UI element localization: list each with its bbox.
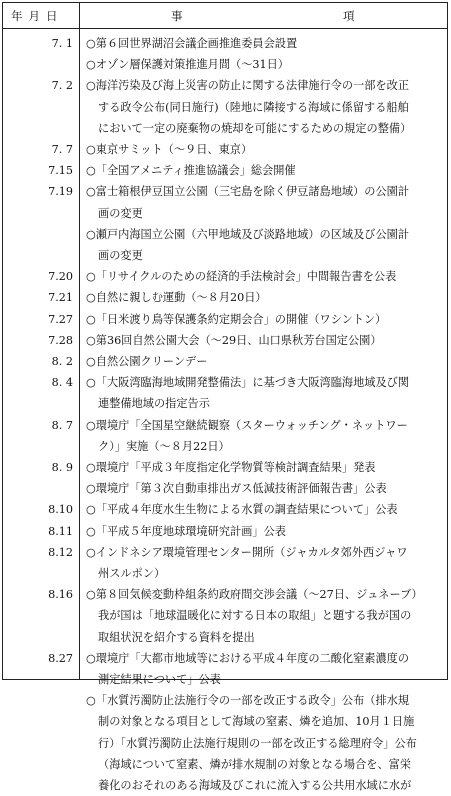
- row-event: [86, 33, 444, 75]
- event-line: ○「大阪湾臨海地域開発整備法」に基づき大阪湾臨海地域及び関: [86, 376, 410, 390]
- event-table: [2, 2, 448, 793]
- event-line: ○自然に親しむ運動（～８月20日）: [86, 291, 267, 305]
- row-date: 7. 1: [51, 37, 73, 50]
- event-line: ○「平成４年度水生生物による水質の調査結果について」公表: [86, 503, 398, 517]
- row-date: 7. 7: [51, 143, 73, 156]
- row-event: [86, 372, 444, 414]
- event-line: ○第36回自然公園大会（～29日、山口県秋芳台国定公園）: [86, 333, 382, 347]
- row-date: 8.10: [48, 503, 73, 517]
- event-line: （海域について窒素、燐が排水規制の対象となる場合を、富栄: [98, 757, 412, 771]
- event-line: ○東京サミット（～９日、東京）: [86, 143, 253, 156]
- event-line: 制の対象となる項目として海域の窒素、燐を追加、10月１日施: [98, 715, 415, 729]
- row-date: 8. 4: [51, 376, 73, 390]
- row-event: [86, 330, 444, 351]
- event-line: ○インドネシア環境管理センター開所（ジャカルタ郊外西ジャワ: [86, 545, 408, 559]
- event-line: ○環境庁「第３次自動車排出ガス低減技術評価報告書」公表: [86, 482, 387, 496]
- row-event: [86, 139, 444, 160]
- event-line: ○「リサイクルのための経済的手法検討会」中間報告書を公表: [86, 270, 397, 284]
- event-line: 行）「水質汚濁防止法施行規則の一部を改正する総理府令」公布: [98, 736, 417, 750]
- event-line: 州スルポン）: [98, 567, 166, 580]
- row-date: 7.15: [48, 164, 73, 178]
- event-line: する政令公布(同日施行)（陸地に隣接する海域に係留する船舶: [98, 100, 409, 114]
- event-line: 測定結果について」公表: [98, 673, 221, 686]
- row-date: 8.16: [48, 588, 73, 602]
- row-event: [86, 521, 444, 542]
- event-line: ○環境庁「平成３年度指定化学物質等検討調査結果」発表: [86, 461, 376, 474]
- row-event: [86, 415, 444, 457]
- row-date: 8.27: [48, 651, 73, 665]
- event-line: ○「水質汚濁防止法施行令の一部を改正する政令」公布（排水規: [86, 694, 410, 708]
- event-line: ○瀬戸内海国立公園（六甲地域及び淡路地域）の区域及び公園計: [86, 227, 410, 241]
- row-date: 7.20: [48, 270, 73, 284]
- event-line: 取組状況を紹介する資料を提出: [98, 630, 255, 644]
- row-event: [86, 648, 444, 796]
- event-line: ○「平成５年度地球環境研究計画」公表: [86, 524, 286, 538]
- event-line: 連整備地域の指定告示: [98, 397, 210, 411]
- event-line: ○環境庁「全国星空継続観察（スターウォッチング・ネットワー: [86, 418, 408, 432]
- event-line: において一定の廃棄物の焼却を可能にするための規定の整備）: [98, 121, 412, 135]
- row-event: [86, 75, 444, 139]
- event-line: 養化のおそれのある海域及びこれに流入する公共用水域に水が: [98, 779, 412, 793]
- header-date: 年月日: [11, 9, 64, 23]
- event-line: 画の変更: [98, 206, 143, 220]
- row-date: 8.12: [48, 545, 73, 559]
- header-event-1: 事: [171, 9, 183, 23]
- row-date: 7.28: [48, 333, 73, 347]
- row-date: 7. 2: [51, 79, 73, 93]
- event-line: ○「全国アメニティ推進協議会」総会開催: [86, 164, 296, 178]
- event-line: ○自然公園クリーンデー: [86, 355, 208, 368]
- event-line: 画の変更: [98, 249, 143, 262]
- header-event-2: 項: [343, 9, 355, 23]
- row-date: 7.27: [48, 312, 73, 326]
- event-line: ○富士箱根伊豆国立公園（三宅島を除く伊豆諸島地域）の公園計: [86, 185, 410, 199]
- row-event: [86, 499, 444, 520]
- row-event: [86, 160, 444, 181]
- row-event: [86, 584, 444, 648]
- row-date: 7.19: [48, 185, 73, 199]
- row-date: 8. 9: [51, 461, 73, 474]
- row-event: [86, 309, 444, 330]
- event-line: ク）」実施（～８月22日）: [98, 439, 230, 453]
- event-line: ○海洋汚染及び海上災害の防止に関する法律施行令の一部を改正: [86, 79, 410, 93]
- row-event: [86, 287, 444, 308]
- column-divider: [79, 3, 80, 679]
- event-line: ○環境庁「大都市地域等における平成４年度の二酸化窒素濃度の: [86, 651, 410, 665]
- row-date: 7.21: [48, 291, 73, 305]
- event-line: ○「日米渡り鳥等保護条約定期会合」の開催（ワシントン）: [86, 312, 387, 326]
- table-header: [3, 3, 447, 29]
- event-line: ○オゾン層保護対策推進月間（～31日）: [86, 58, 289, 72]
- row-event: [86, 542, 444, 584]
- row-date: 8. 2: [51, 355, 73, 368]
- row-event: [86, 266, 444, 287]
- event-line: 我が国は「地球温暖化に対する日本の取組」と題する我が国の: [98, 609, 412, 623]
- row-date: 8.11: [48, 524, 73, 538]
- row-event: [86, 181, 444, 266]
- event-line: ○第８回気候変動枠組条約政府間交渉会議（～27日、ジュネーブ）: [86, 588, 423, 602]
- row-event: [86, 351, 444, 372]
- row-date: 8. 7: [51, 418, 73, 432]
- row-event: [86, 457, 444, 499]
- event-line: ○第６回世界湖沼会議企画推進委員会設置: [86, 37, 298, 50]
